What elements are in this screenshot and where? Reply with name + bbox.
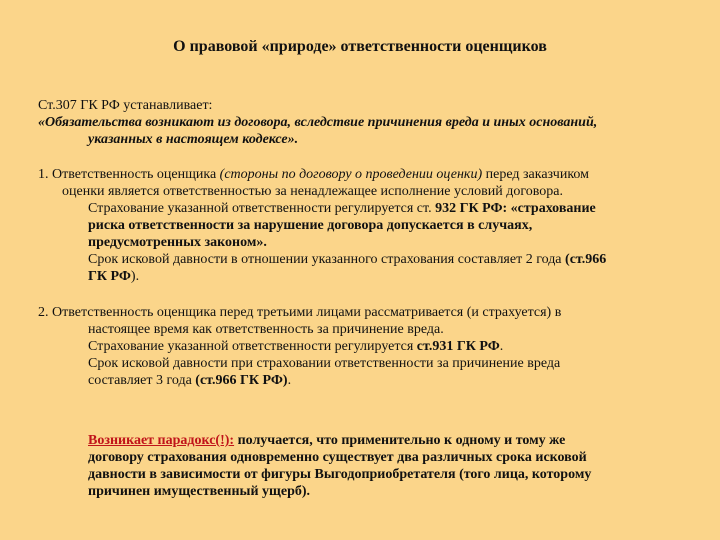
- paradox-line3: давности в зависимости от фигуры Выгодоприобретателя (того лица, которому: [88, 467, 592, 482]
- p2-line5: составляет 3 года (ст.966 ГК РФ).: [88, 373, 292, 388]
- p1-line4: риска ответственности за нарушение договора допускается в случаях,: [88, 218, 533, 233]
- p2-line3: Страхование указанной ответственности регулируется ст.931 ГК РФ.: [88, 339, 504, 354]
- p1-line5: предусмотренных законом».: [88, 235, 267, 250]
- p1-line1: 1. Ответственность оценщика (стороны по договору о проведении оценки) перед заказчиком: [38, 167, 589, 182]
- slide-title: О правовой «природе» ответственности оценщиков: [173, 38, 547, 55]
- paradox-lead: Возникает парадокс(!):: [88, 433, 235, 448]
- p1-line3: Страхование указанной ответственности регулируется ст. 932 ГК РФ: «страхование: [88, 201, 596, 216]
- article-307-intro: Ст.307 ГК РФ устанавливает:: [38, 98, 213, 113]
- p2-line4: Срок исковой давности при страховании ответственности за причинение вреда: [88, 356, 561, 371]
- p1-line6: Срок исковой давности в отношении указанного страхования составляет 2 года (ст.966: [88, 252, 607, 267]
- paradox-line2: договору страхования одновременно существует два различных срока исковой: [88, 450, 587, 465]
- p1-line7: ГК РФ).: [88, 269, 140, 284]
- paragraph-1: [38, 166, 688, 285]
- paradox-line4: причинен имущественный ущерб).: [88, 484, 311, 499]
- p1-line2: оценки является ответственностью за ненадлежащее исполнение условий договора.: [62, 184, 564, 199]
- paragraph-2: [38, 304, 688, 389]
- paradox-block: [38, 432, 688, 500]
- article-307-quote-line1: «Обязательства возникают из договора, вследствие причинения вреда и иных оснований,: [38, 115, 598, 130]
- p2-line1: 2. Ответственность оценщика перед третьими лицами рассматривается (и страхуется) в: [38, 305, 562, 320]
- article-307-quote-line2: указанных в настоящем кодексе».: [88, 132, 299, 147]
- p2-line2: настоящее время как ответственность за причинение вреда.: [88, 322, 444, 337]
- paradox-line1: Возникает парадокс(!): получается, что применительно к одному и тому же: [88, 433, 566, 448]
- article-307-block: [38, 97, 688, 148]
